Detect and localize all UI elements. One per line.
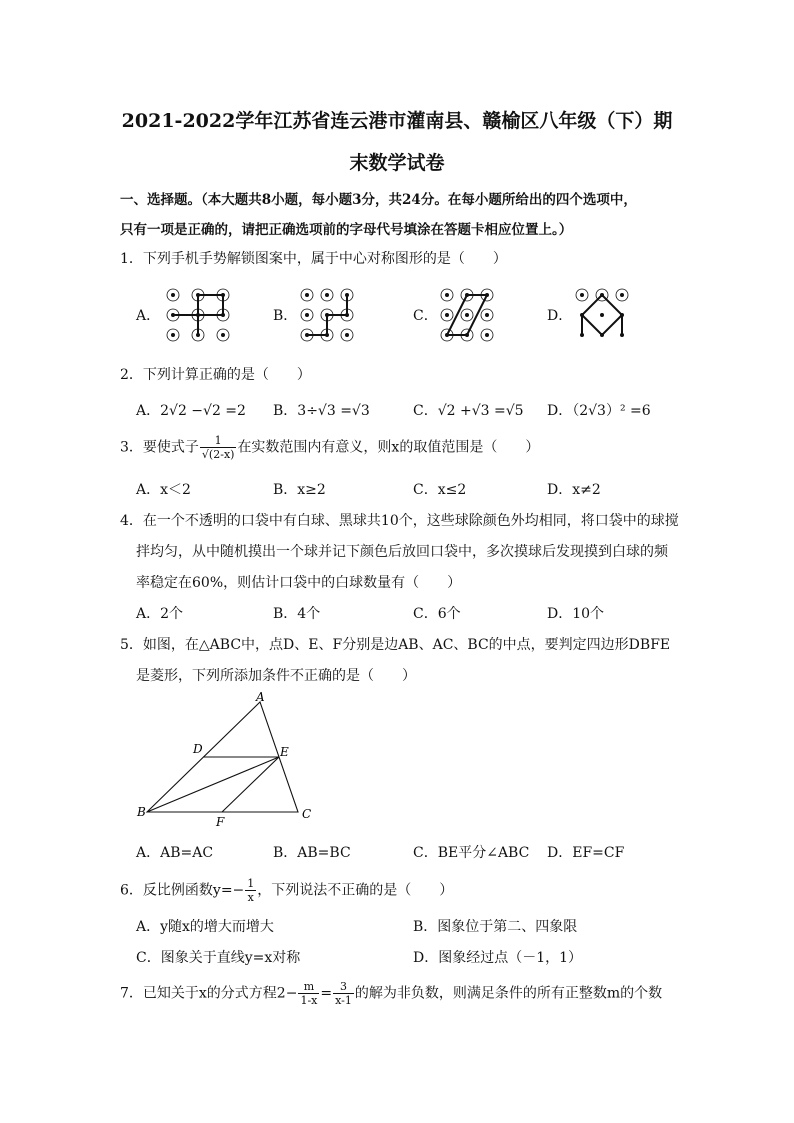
q5-option-a: A．AB=AC xyxy=(136,845,214,861)
q3-fraction xyxy=(200,434,237,461)
q6-stem-pre: 6．反比例函数y=− xyxy=(120,882,245,899)
section1-line1: 一、选择题。（本大题共8小题，每小题3分，共24分。在每小题所给出的四个选项中， xyxy=(120,192,637,208)
q2-option-d: D．（2√3）² =6 xyxy=(547,403,651,419)
q3-option-a: A．x＜2 xyxy=(136,482,191,498)
title-line-2: 末数学试卷 xyxy=(349,152,445,174)
q5-label-c: C xyxy=(302,807,312,821)
q3-stem-post: 在实数范围内有意义，则x的取值范围是（ ） xyxy=(237,439,540,456)
q5-label-b: B xyxy=(137,805,146,819)
q7-fraction-2 xyxy=(333,980,354,1007)
q7-fraction-1 xyxy=(298,980,319,1007)
q1-label-c: C． xyxy=(413,308,438,324)
q3-option-c: C．x≤2 xyxy=(413,482,467,498)
q3-stem-pre: 3．要使式子 xyxy=(120,439,199,456)
q6-fraction-den: x xyxy=(247,891,254,904)
q7-stem xyxy=(120,980,662,1007)
q3-fraction-den: √(2-x) xyxy=(201,448,235,461)
q5-option-b: B．AB=BC xyxy=(273,845,351,861)
q2-stem: 2．下列计算正确的是（ ） xyxy=(120,367,311,383)
q4-option-b: B．4个 xyxy=(273,606,321,622)
q7-fraction-2-den: x-1 xyxy=(335,994,352,1007)
q4-line3: 率稳定在60%，则估计口袋中的白球数量有（ ） xyxy=(136,575,462,591)
q1-label-d: D． xyxy=(547,308,573,324)
q3-option-d: D．x≠2 xyxy=(547,482,601,498)
q6-option-b: B．图象位于第二、四象限 xyxy=(413,919,578,935)
q5-label-f: F xyxy=(216,815,225,829)
q5-label-a: A xyxy=(256,690,265,704)
q7-stem-post: 的解为非负数，则满足条件的所有正整数m的个数 xyxy=(354,985,663,1002)
title-line-1: 2021-2022学年江苏省连云港市灌南县、赣榆区八年级（下）期 xyxy=(121,110,673,132)
q2-option-b: B．3÷√3 =√3 xyxy=(273,403,370,419)
q1-pattern-c xyxy=(437,285,507,345)
q6-stem xyxy=(120,877,453,904)
q7-fraction-1-num: m xyxy=(298,980,319,994)
q7-fraction-1-den: 1-x xyxy=(300,994,318,1007)
section1-line2: 只有一项是正确的，请把正确选项前的字母代号填涂在答题卡相应位置上。） xyxy=(120,222,573,238)
q3-fraction-num: 1 xyxy=(200,434,237,448)
q1-stem: 1．下列手机手势解锁图案中，属于中心对称图形的是（ ） xyxy=(120,251,507,267)
q6-option-a: A．y随x的增大而增大 xyxy=(136,919,274,935)
q4-line1: 4．在一个不透明的口袋中有白球、黑球共10个，这些球除颜色外均相同，将口袋中的球搅 xyxy=(120,513,679,529)
q3-stem xyxy=(120,434,539,461)
q1-pattern-b xyxy=(297,285,367,345)
q5-line1: 5．如图，在△ABC中，点D、E、F分别是边AB、AC、BC的中点，要判定四边形DBFE xyxy=(120,637,671,653)
q4-option-a: A．2个 xyxy=(136,606,184,622)
q7-equals: = xyxy=(320,985,333,1002)
q5-line2: 是菱形，下列所添加条件不正确的是（ ） xyxy=(136,668,416,684)
q5-label-d: D xyxy=(193,742,203,756)
q5-label-e: E xyxy=(280,745,289,759)
q5-option-d: D．EF=CF xyxy=(547,845,625,861)
q1-label-a: A． xyxy=(136,308,161,324)
q6-fraction xyxy=(245,877,256,904)
q6-option-c: C．图象关于直线y=x对称 xyxy=(136,950,301,966)
q6-stem-post: ，下列说法不正确的是（ ） xyxy=(257,882,454,899)
q7-stem-pre: 7．已知关于x的分式方程2− xyxy=(120,985,298,1002)
q6-option-d: D．图象经过点（－1，1） xyxy=(413,950,583,966)
q4-line2: 拌均匀，从中随机摸出一个球并记下颜色后放回口袋中，多次摸球后发现摸到白球的频 xyxy=(136,544,668,560)
q7-fraction-2-num: 3 xyxy=(333,980,354,994)
q1-pattern-d xyxy=(572,285,642,345)
q2-option-a: A．2√2 −√2 =2 xyxy=(136,403,246,419)
q5-option-c: C．BE平分∠ABC xyxy=(413,845,530,861)
q6-fraction-num: 1 xyxy=(247,877,255,890)
q2-option-c: C．√2 +√3 =√5 xyxy=(413,403,524,419)
q3-option-b: B．x≥2 xyxy=(273,482,326,498)
q1-pattern-a xyxy=(163,285,233,345)
q1-label-b: B． xyxy=(273,308,298,324)
q5-triangle-figure xyxy=(135,690,325,830)
q4-option-c: C．6个 xyxy=(413,606,461,622)
q4-option-d: D．10个 xyxy=(547,606,605,622)
